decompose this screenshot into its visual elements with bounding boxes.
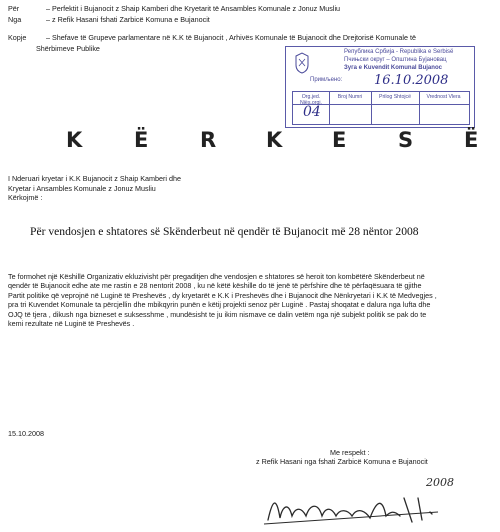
title-letter: Ë bbox=[134, 128, 149, 152]
stamp-cell-label: Broj Numri bbox=[337, 94, 363, 100]
body-line: pra tri Kuvendet Komunale ta përcjellin dhe mbikqyrin punën e këtij projekti senoz për Luginë . Pastaj shoqatat e dalura nga lufta dhe bbox=[8, 300, 431, 310]
header-sep: – bbox=[46, 15, 50, 24]
header-key: Kopje bbox=[8, 33, 27, 42]
header-line-per bbox=[8, 4, 340, 13]
title-letter: K bbox=[66, 128, 83, 152]
stamp-cell bbox=[419, 92, 468, 124]
addressee-line: Kërkojmë : bbox=[8, 193, 43, 202]
title-letter: S bbox=[398, 128, 414, 152]
title-letter: E bbox=[332, 128, 347, 152]
body-line: qendër të Bujanocit edhe ate me rastin e 28 nentorit 2008 , ku në këtë këshille do të jenë të përfshire dhe të përfaqësuara të gjithe bbox=[8, 281, 422, 291]
stamp-line: Примљено: bbox=[310, 77, 343, 83]
header-key: Nga bbox=[8, 15, 22, 24]
header-text: z Refik Hasani fshati Zarbicë Komuna e Bujanocit bbox=[52, 15, 210, 24]
document-date: 15.10.2008 bbox=[8, 429, 44, 438]
header-continuation: Shërbimeve Publike bbox=[36, 44, 100, 53]
header-sep: – bbox=[46, 33, 50, 42]
stamp-line: Република Србија - Republika e Serbisë bbox=[344, 49, 454, 55]
stamp-line: Зуга е Kuvendit Komunal Bujanoc bbox=[344, 65, 442, 71]
body-line: OJQ të tjera , dikush nga bizneset e suksesshme , mundësisht te ju ikim nismave ce dalin vetëm nga një subjekt politik se pak do te bbox=[8, 309, 427, 319]
addressee-line: Kryetar i Ansambles Komunale z Jonuz Musliu bbox=[8, 183, 156, 193]
title-letter: Ë bbox=[464, 128, 479, 152]
body-line: Partit politike që veprojnë në Luginë të Preshevës , dy kryetarët e K.K i Preshevës dhe i Bujanocit dhe Nënkryetari i K.K të Medvegjes , bbox=[8, 290, 437, 300]
closing-respect: Me respekt : bbox=[330, 448, 370, 457]
header-line-kopje bbox=[8, 33, 416, 42]
stamp-line: Пчињски округ – Општина Бујановац bbox=[344, 57, 447, 63]
body-paragraph bbox=[8, 272, 437, 328]
stamp-cell bbox=[371, 92, 420, 124]
title-letter: K bbox=[266, 128, 283, 152]
header-line-nga bbox=[8, 15, 210, 24]
signature-year: 2008 bbox=[426, 476, 454, 489]
coat-of-arms-icon bbox=[294, 52, 310, 74]
stamp-cell bbox=[329, 92, 372, 124]
addressee-line: I Nderuari kryetar i K.K Bujanocit z Shaip Kamberi dhe bbox=[8, 174, 181, 183]
stamp-grid bbox=[292, 91, 470, 125]
header-key: Për bbox=[8, 4, 20, 13]
header-text: Perfektit i Bujanocit z Shaip Kamberi dhe Kryetarit të Ansambles Komunale z Jonuz Musliu bbox=[52, 4, 341, 13]
stamp-cell-label: Vrednost Vlera bbox=[426, 94, 461, 100]
stamp-cell-label: Prilog Shtojcë bbox=[378, 94, 411, 100]
registry-stamp bbox=[285, 46, 475, 128]
header-sep: – bbox=[46, 4, 50, 13]
handwritten-org-number: 04 bbox=[303, 104, 321, 120]
subject-line: Për vendosjen e shtatores së Skënderbeut në qendër të Bujanocit më 28 nëntor 2008 bbox=[30, 225, 419, 238]
body-line: kemi rezultate në Luginë të Preshevës . bbox=[8, 319, 135, 329]
signer-name: z Refik Hasani nga fshati Zarbicë Komuna e Bujanocit bbox=[256, 457, 428, 466]
title-letter: R bbox=[200, 128, 217, 152]
stamp-cell-label: Org.jed. Njës.orgj. bbox=[300, 94, 322, 106]
handwritten-date: 16.10.2008 bbox=[374, 73, 449, 88]
handwritten-signature bbox=[262, 472, 472, 530]
header-text: Shefave të Grupeve parlamentare në K.K të Bujanocit , Arhivës Komunale të Bujanocit dhe Drejtorisë Komunale të bbox=[52, 33, 416, 42]
body-line: Te formohet një Këshillë Organizativ ekluzivisht për pregaditjen dhe vendosjen e shtatores së heroit ton kombëtërë Skënderbeut në bbox=[8, 272, 425, 281]
